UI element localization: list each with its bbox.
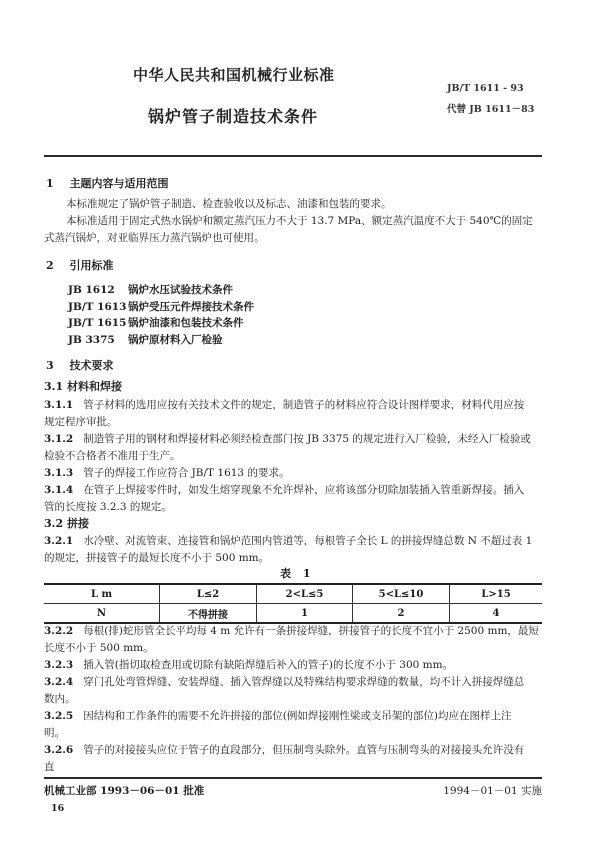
clause-text: 管的长度按 3.2.3 的规定。 [44,501,172,513]
section-number: 3 [46,359,54,372]
table-cell: 5<L≤10 [353,584,450,604]
table-cell: 1 [257,604,353,624]
clause-text: 的规定，拼接管子的最短长度不小于 500 mm。 [44,552,270,564]
clause-3-1-2: 3.1.2 制造管子用的钢材和焊接材料必须经检查部门按 JB 3375 的规定进行入厂检验，未经入厂检验或 [44,433,531,445]
replaces-code: 代替 JB 1611－83 [447,104,535,115]
table-1 [44,583,542,624]
table-cell: L m [44,584,160,604]
clause-3-2-4: 3.2.4 穿门孔处弯管焊缝、安装焊缝、插入管焊缝以及特殊结构要求焊缝的数量，均不计入拼接焊缝总 [44,676,525,688]
footer-divider [44,777,542,779]
section-number: 1 [46,177,54,190]
section-title: 主题内容与适用范围 [69,177,169,190]
subsection-3-2-heading: 3.2 拼接 [44,517,89,530]
section-1-heading [46,177,169,191]
section-title: 技术要求 [69,359,114,372]
paragraph: 式蒸汽锅炉，对亚临界压力蒸汽锅炉也可使用。 [44,232,265,244]
section-3-heading [46,359,114,373]
section-2-heading [46,259,114,273]
standard-organization: 中华人民共和国机械行业标准 [133,66,335,84]
table-caption: 表 1 [280,567,315,580]
paragraph: 本标准适用于固定式热水锅炉和额定蒸汽压力不大于 13.7 MPa、额定蒸汽温度不大于 540℃的固定 [66,215,533,227]
document-title: 锅炉管子制造技术条件 [148,107,319,126]
table-row [44,604,542,624]
table-cell: 2<L≤5 [257,584,353,604]
subsection-3-1-heading: 3.1 材料和焊接 [44,380,122,393]
clause-text: 规定程序审批。 [44,416,118,428]
clause-text: 检验不合格者不准用于生产。 [44,450,181,462]
clause-3-2-6: 3.2.6 管子的对接接头应位于管子的直段部分，但压制弯头除外。直管与压制弯头的对接接头允许没有 [44,744,525,756]
effective-date: 1994－01－01 实施 [443,785,542,797]
table-cell: L>15 [450,584,543,604]
clause-3-1-1: 3.1.1 管子材料的选用应按有关技术文件的规定，制造管子的材料应符合设计图样要求，材料代用应按 [44,399,525,411]
clause-text: 直 [44,761,55,773]
section-title: 引用标准 [69,259,114,272]
clause-text: 数内。 [44,693,76,705]
clause-3-1-4: 3.1.4 在管子上焊接零件时，如发生熔穿现象不允许焊补，应将该部分切除加装插入管重新焊接。插入 [44,484,525,496]
table-cell: N [96,607,107,619]
clause-3-2-5: 3.2.5 因结构和工作条件的需要不允许拼接的部位(例如焊接刚性梁或支吊架的部位)均应在图样上注 [44,710,512,722]
table-header-row [44,584,542,604]
clause-text: 明。 [44,727,65,739]
header-divider [44,155,542,157]
table-cell: L≤2 [160,584,257,604]
clause-text: 长度不小于 500 mm。 [44,642,154,654]
table-cell: 不得拼接 [160,604,257,624]
table-cell: 4 [450,604,543,624]
clause-3-2-1: 3.2.1 水冷壁、对流管束、连接管和锅炉范围内管道等，每根管子全长 L 的拼接焊缝总数 N 不超过表 1 [44,535,533,547]
clause-3-1-3: 3.1.3 管子的焊接工作应符合 JB/T 1613 的要求。 [44,467,290,479]
clause-3-2-3: 3.2.3 插入管(指切取检查用或切除有缺陷焊缝后补入的管子)的长度不小于 300 mm。 [44,659,454,671]
clause-3-2-2: 3.2.2 每根(排)蛇形管全长平均每 4 m 允许有一条拼接焊缝，拼接管子的长度不宜小于 2500 mm，最短 [44,625,539,637]
section-number: 2 [46,259,54,272]
page-number: 16 [51,803,65,814]
paragraph: 本标准规定了锅炉管子制造、检查验收以及标志、油漆和包装的要求。 [66,198,392,210]
approval-date: 机械工业部 1993－06－01 批准 [44,785,205,797]
standard-code: JB/T 1611 - 93 [447,83,524,94]
table-cell: 2 [353,604,450,624]
